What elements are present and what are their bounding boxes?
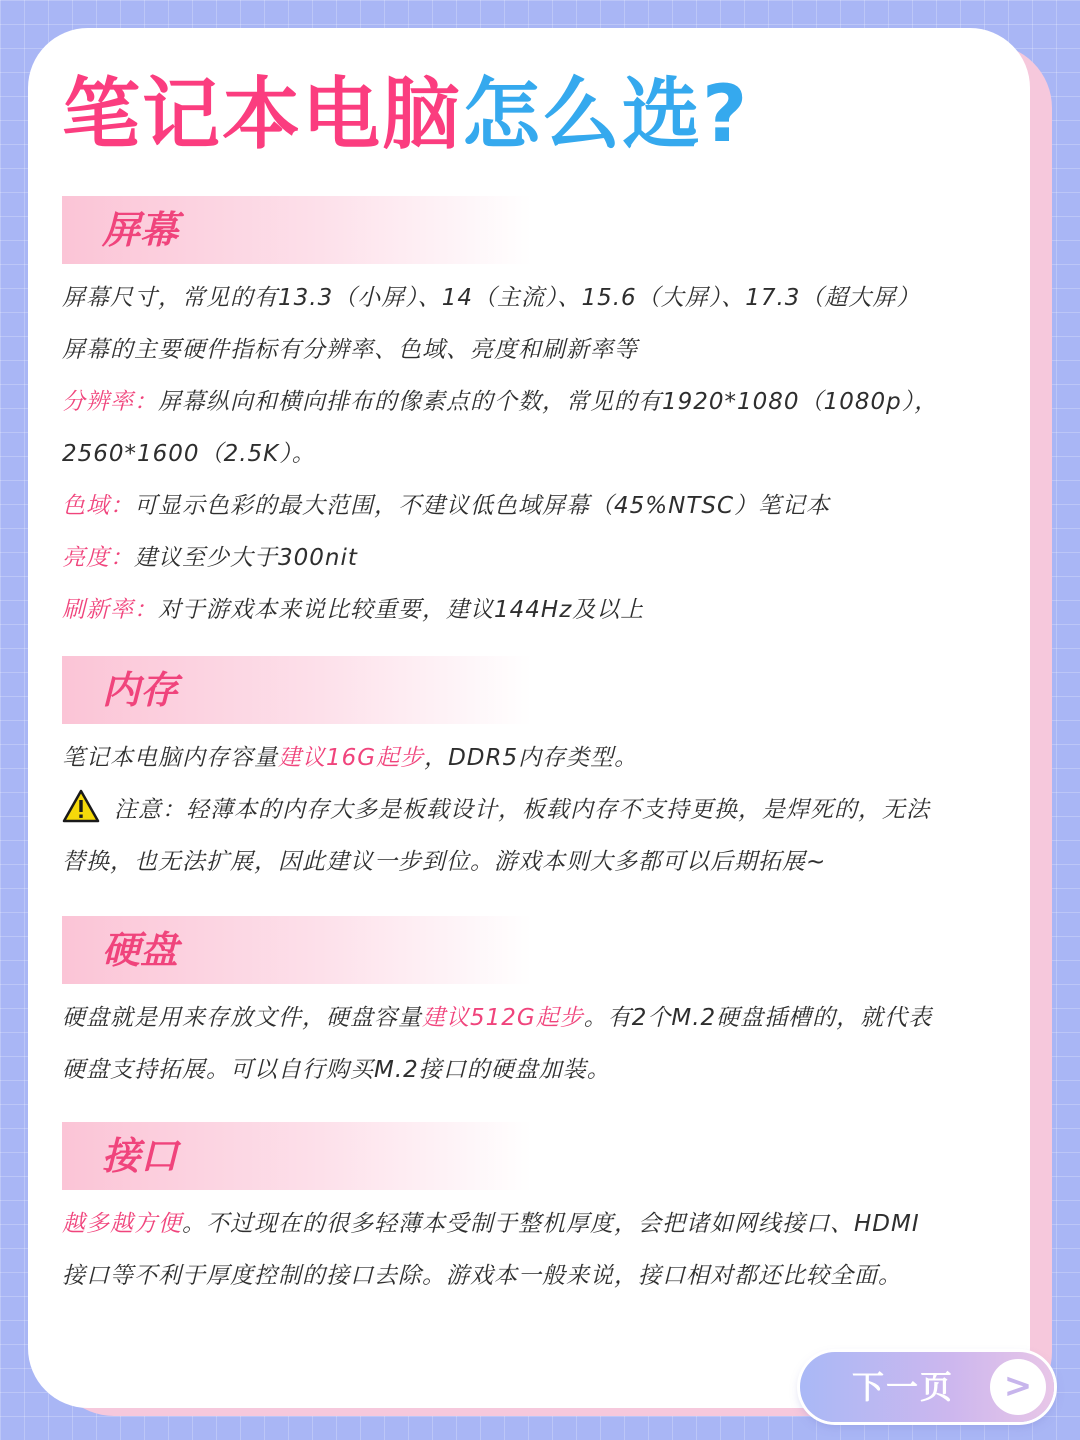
section-body-memory bbox=[62, 732, 1012, 888]
screen-size-line: 屏幕尺寸，常见的有13.3（小屏）、14（主流）、15.6（大屏）、17.3（超大屏） bbox=[62, 285, 921, 311]
memory-note-line-1 bbox=[62, 784, 1012, 836]
section-heading: 内存 bbox=[102, 668, 179, 712]
section-heading: 屏幕 bbox=[102, 208, 179, 252]
memory-line bbox=[62, 732, 1012, 784]
disk-line-1 bbox=[62, 992, 1012, 1044]
section-body-disk bbox=[62, 992, 1012, 1096]
memory-text-a: 笔记本电脑内存容量 bbox=[62, 745, 278, 771]
ports-highlight: 越多越方便 bbox=[62, 1211, 182, 1237]
brightness-text: 建议至少大于300nit bbox=[134, 545, 358, 571]
brightness-line bbox=[62, 532, 1012, 584]
section-body-ports bbox=[62, 1198, 1012, 1302]
section-body-screen bbox=[62, 272, 1012, 636]
chevron-right-icon[interactable]: > bbox=[990, 1359, 1046, 1415]
warning-triangle-icon bbox=[62, 789, 100, 823]
ports-line-1 bbox=[62, 1198, 1012, 1250]
section-heading: 硬盘 bbox=[102, 928, 179, 972]
memory-note-text-1: 注意：轻薄本的内存大多是板载设计，板载内存不支持更换，是焊死的，无法 bbox=[114, 797, 930, 823]
next-page-button[interactable] bbox=[800, 1352, 1054, 1422]
page-title bbox=[62, 70, 749, 160]
brightness-label: 亮度： bbox=[62, 545, 134, 571]
memory-note-line-2: 替换，也无法扩展，因此建议一步到位。游戏本则大多都可以后期拓展~ bbox=[62, 849, 827, 875]
section-header-disk bbox=[62, 916, 532, 984]
resolution-line bbox=[62, 376, 1012, 428]
gamut-line bbox=[62, 480, 1012, 532]
section-header-ports bbox=[62, 1122, 532, 1190]
disk-line-2: 硬盘支持拓展。可以自行购买M.2接口的硬盘加装。 bbox=[62, 1057, 611, 1083]
title-part-2: 怎么选? bbox=[462, 70, 750, 160]
disk-highlight: 建议512G起步 bbox=[422, 1005, 584, 1031]
screen-metrics-line: 屏幕的主要硬件指标有分辨率、色域、亮度和刷新率等 bbox=[62, 337, 638, 363]
refresh-label: 刷新率： bbox=[62, 597, 158, 623]
memory-text-b: ，DDR5内存类型。 bbox=[424, 745, 639, 771]
section-header-memory bbox=[62, 656, 532, 724]
refresh-text: 对于游戏本来说比较重要，建议144Hz及以上 bbox=[158, 597, 645, 623]
gamut-label: 色域： bbox=[62, 493, 134, 519]
next-page-label: 下一页 bbox=[852, 1368, 955, 1406]
resolution-label: 分辨率： bbox=[62, 389, 158, 415]
gamut-text: 可显示色彩的最大范围，不建议低色域屏幕（45%NTSC）笔记本 bbox=[134, 493, 831, 519]
section-heading: 接口 bbox=[102, 1134, 179, 1178]
ports-line-2: 接口等不利于厚度控制的接口去除。游戏本一般来说，接口相对都还比较全面。 bbox=[62, 1263, 902, 1289]
resolution-text: 屏幕纵向和横向排布的像素点的个数，常见的有1920*1080（1080p）， bbox=[158, 389, 939, 415]
disk-text-a: 硬盘就是用来存放文件，硬盘容量 bbox=[62, 1005, 422, 1031]
section-header-screen bbox=[62, 196, 532, 264]
ports-text-b: 。不过现在的很多轻薄本受制于整机厚度，会把诸如网线接口、HDMI bbox=[182, 1211, 920, 1237]
resolution-line-2: 2560*1600（2.5K）。 bbox=[62, 441, 316, 467]
refresh-line bbox=[62, 584, 1012, 636]
disk-text-b: 。有2个M.2硬盘插槽的，就代表 bbox=[583, 1005, 933, 1031]
memory-highlight: 建议16G起步 bbox=[278, 745, 425, 771]
title-part-1: 笔记本电脑 bbox=[62, 70, 463, 160]
